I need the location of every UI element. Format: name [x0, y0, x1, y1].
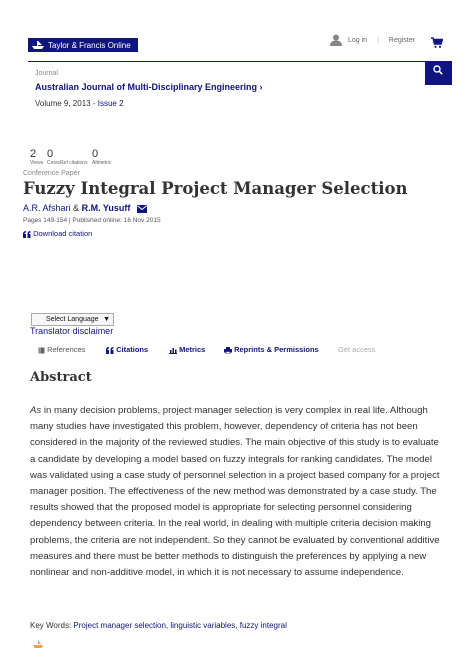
chevron-right-icon: ›	[259, 82, 263, 92]
abstract-first-word: As	[30, 405, 42, 416]
keywords-list[interactable]: Project manager selection, linguistic variables, fuzzy integral	[73, 621, 287, 630]
metric-label: Altmetric	[92, 160, 112, 166]
quote-icon	[106, 347, 114, 354]
header-divider	[28, 61, 452, 62]
author-separator: &	[73, 203, 80, 213]
metric-label: Views	[30, 160, 44, 166]
ship-logo-icon	[33, 640, 43, 648]
author-link[interactable]: A.R. Afshari	[23, 203, 71, 213]
tab-label: Metrics	[179, 345, 206, 354]
metric-crossref	[47, 148, 88, 166]
journal-label: Journal	[35, 70, 58, 77]
translator-disclaimer-link[interactable]: Translator disclaimer	[30, 326, 114, 336]
author-list	[23, 203, 147, 213]
tab-metrics[interactable]	[169, 345, 205, 354]
volume-info	[35, 99, 124, 108]
site-logo[interactable]	[28, 38, 138, 52]
download-citation-label: Download citation	[33, 229, 93, 238]
language-select-value: Select Language	[46, 316, 99, 323]
quote-icon	[23, 231, 31, 238]
author-link[interactable]: R.M. Yusuff	[81, 203, 131, 213]
tab-label: Citations	[116, 345, 149, 354]
cart-icon[interactable]	[431, 37, 443, 49]
metric-value: 0	[47, 148, 54, 160]
tab-references[interactable]	[38, 345, 85, 354]
download-citation-link[interactable]	[23, 229, 92, 238]
abstract-body: in many decision problems, project manager selection is very complex in real life. Although many studies have investigated this problem, however, dependency of criteria has not been considered in the majority of the reviewed studies. The main objective of this study is to evaluate a candidate by developing a model based on fuzzy integrals for ranking candidates. The model was validated using a case study of personnel selection in a project based company for a project manager position. The effectiveness of the new method was demonstrated by a case study. The results showed that the proposed model is appropriate for selecting personnel considering dependency between criteria. In the real world, in dealing with multiple criteria decision making problems, the criteria are not independent. So they cannot be evaluated by conventional additive measures and there must be better methods to distinguish the preferences by applying a new nonlinear and non-additive model, in which it is not necessary to assume independence.	[30, 405, 440, 579]
keywords	[30, 621, 287, 630]
article-type: Conference Paper	[23, 170, 80, 177]
tab-get-access[interactable]: Get access	[338, 345, 376, 354]
volume-text: Volume 9, 2013 -	[35, 99, 98, 108]
article-tabs	[38, 345, 418, 357]
register-link[interactable]: Register	[388, 36, 415, 44]
tab-reprints[interactable]	[224, 345, 319, 354]
search-button[interactable]	[425, 61, 452, 85]
metric-value: 0	[92, 148, 99, 160]
metric-label: CrossRef citations	[47, 160, 88, 166]
keywords-label: Key Words:	[30, 621, 74, 630]
metric-value: 2	[30, 148, 37, 160]
search-icon	[433, 65, 443, 75]
tab-label: Reprints & Permissions	[234, 345, 319, 354]
ship-logo-icon	[31, 41, 45, 49]
journal-title-link[interactable]	[35, 82, 263, 92]
page-title: Fuzzy Integral Project Manager Selection	[23, 179, 408, 198]
journal-title: Australian Journal of Multi-Disciplinary Engineering	[35, 82, 258, 92]
logo-text: Taylor & Francis Online	[48, 40, 131, 50]
language-select[interactable]	[31, 313, 114, 326]
metric-altmetric[interactable]	[92, 148, 111, 166]
tab-citations[interactable]	[106, 345, 148, 354]
publication-info: Pages 149-154 | Published online: 16 Nov 2015	[23, 217, 161, 224]
bar-chart-icon	[169, 347, 177, 354]
user-nav	[330, 34, 415, 46]
login-link[interactable]: Log in	[348, 36, 368, 44]
metric-views	[30, 148, 43, 166]
dropdown-arrow-icon: ▼	[103, 316, 110, 323]
tab-label: References	[47, 345, 86, 354]
issue-link[interactable]: Issue 2	[97, 99, 124, 108]
user-icon	[330, 34, 342, 46]
printer-icon	[224, 347, 232, 354]
abstract-text	[30, 403, 445, 581]
envelope-icon[interactable]	[137, 205, 147, 213]
book-icon	[38, 347, 45, 354]
abstract-heading: Abstract	[30, 370, 92, 385]
nav-separator: |	[377, 36, 379, 44]
